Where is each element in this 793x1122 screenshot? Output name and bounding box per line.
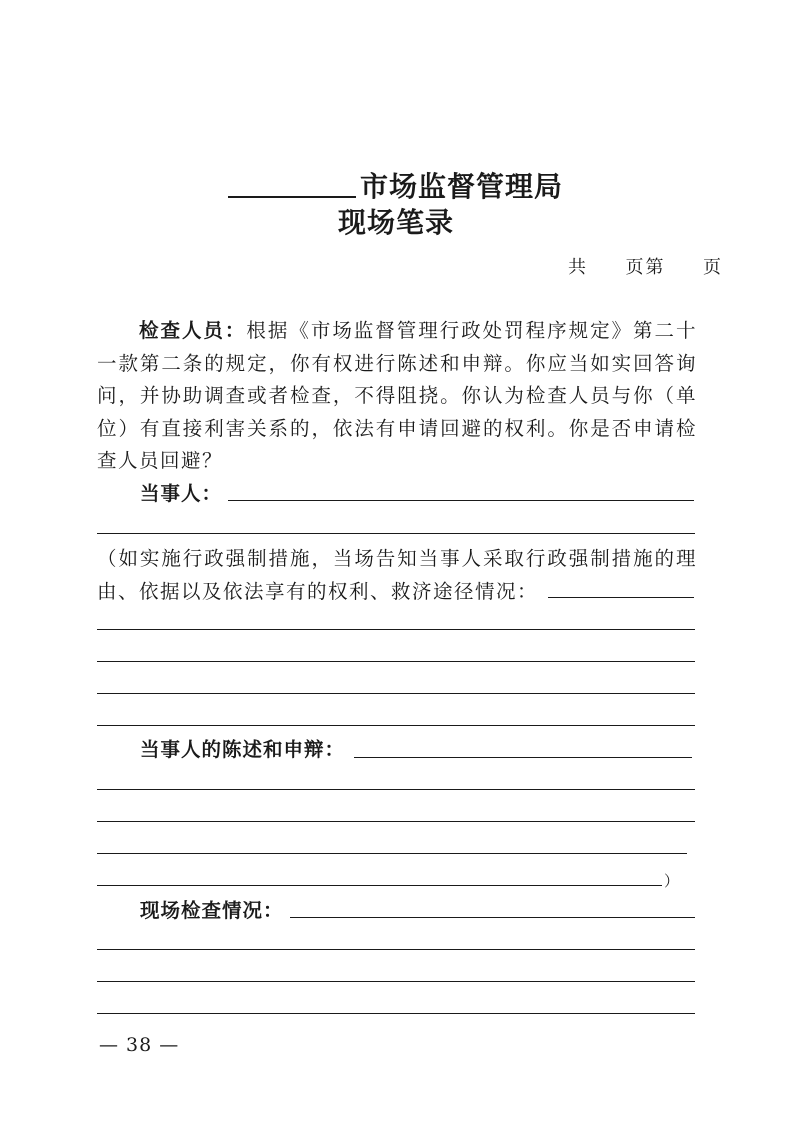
agency-name-blank[interactable] <box>228 168 356 198</box>
coercive-answer-line-4[interactable] <box>97 693 695 694</box>
inspection-answer-line-2[interactable] <box>97 949 695 950</box>
inspection-answer-line[interactable] <box>290 917 695 918</box>
statement-answer-line-5[interactable] <box>97 885 662 886</box>
coercive-answer-line[interactable] <box>548 597 694 598</box>
inspector-label: 检查人员： <box>139 319 247 342</box>
inspection-answer-line-4[interactable] <box>97 1013 695 1014</box>
coercive-answer-line-5[interactable] <box>97 725 695 726</box>
title-line-1 <box>228 168 563 204</box>
statement-answer-line-4[interactable] <box>97 853 687 854</box>
inspector-notice-text: 根据《市场监督管理行政处罚程序规定》第二十一款第二条的规定，你有权进行陈述和申辩。你应当如实回答询问，并协助调查或者检查，不得阻挠。你认为检查人员与你（单位）有直接利害关系的，依法有申请回避的权利。你是否申请检查人员回避？ <box>97 319 697 472</box>
party-label: 当事人： <box>140 482 223 505</box>
statement-answer-line-2[interactable] <box>97 789 695 790</box>
document-title: 现场笔录 <box>338 206 455 239</box>
agency-suffix: 市场监督管理局 <box>360 170 564 203</box>
coercive-answer-line-2[interactable] <box>97 629 695 630</box>
party-answer-line[interactable] <box>228 500 694 501</box>
page-number: — 38 — <box>99 1034 180 1056</box>
coercive-answer-line-3[interactable] <box>97 661 695 662</box>
statement-answer-line-3[interactable] <box>97 821 695 822</box>
coercive-measures-text: （如实施行政强制措施，当场告知当事人采取行政强制措施的理由、依据以及依法享有的权利、救济途径情况： <box>97 547 697 603</box>
page-count <box>568 253 723 279</box>
party-answer-line-2[interactable] <box>97 533 695 534</box>
page-current-unit: 页 <box>702 257 723 278</box>
page-total-unit: 页第 <box>625 257 666 278</box>
inspector-notice <box>97 315 697 478</box>
inspection-answer-line-3[interactable] <box>97 981 695 982</box>
inspection-label: 现场检查情况： <box>140 899 284 922</box>
statement-label: 当事人的陈述和申辩： <box>140 738 346 761</box>
statement-answer-line[interactable] <box>354 757 692 758</box>
page-total-prefix: 共 <box>568 257 588 278</box>
closing-paren: ） <box>664 872 680 890</box>
